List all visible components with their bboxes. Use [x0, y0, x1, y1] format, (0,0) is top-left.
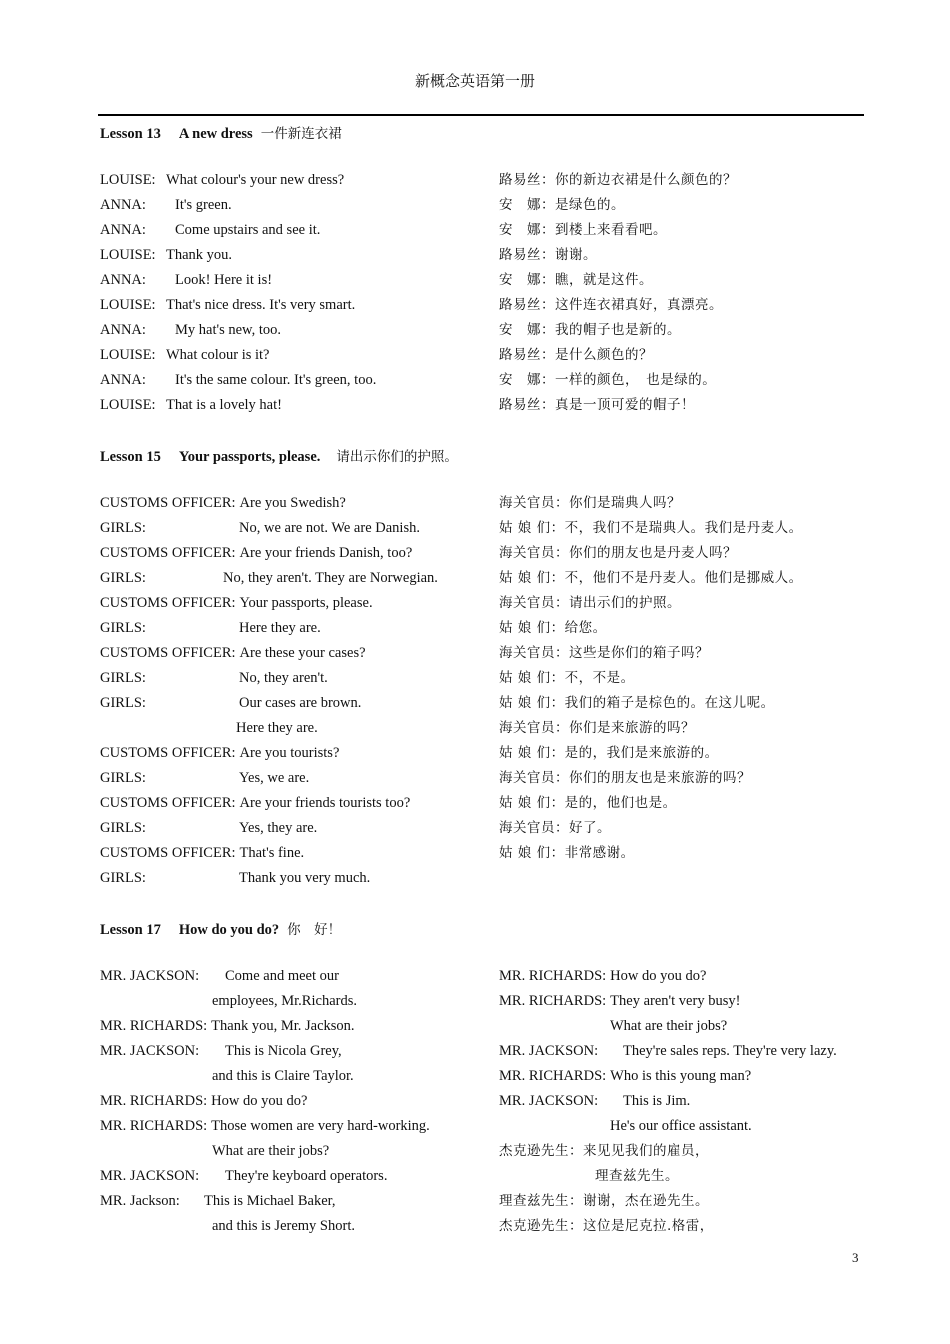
dialogue-text: Here they are.: [236, 720, 318, 736]
dialogue-line: [100, 792, 410, 814]
dialogue-text: What colour is it?: [166, 347, 270, 363]
dialogue-text: No, they aren't.: [239, 670, 328, 686]
translation-line: 姑 娘 们：我们的箱子是棕色的。在这儿呢。: [499, 695, 775, 711]
dialogue-text: It's green.: [175, 197, 232, 213]
dialogue-line: [100, 642, 366, 664]
dialogue-line: [499, 1115, 752, 1137]
dialogue-line: [100, 692, 361, 714]
lesson-15-heading: [100, 445, 458, 466]
translation-line: 理查兹先生：谢谢，杰在逊先生。: [499, 1193, 709, 1209]
dialogue-line: [499, 990, 740, 1012]
speaker-label: CUSTOMS OFFICER:: [100, 845, 236, 861]
dialogue-text: Your passports, please.: [239, 595, 373, 611]
dialogue-text: No, we are not. We are Danish.: [239, 520, 420, 536]
dialogue-text: What colour's your new dress?: [166, 172, 345, 188]
translation-line: 姑 娘 们：给您。: [499, 620, 607, 636]
dialogue-text: Are you Swedish?: [239, 495, 346, 511]
dialogue-line: [499, 1015, 727, 1037]
dialogue-line: [100, 1140, 329, 1162]
translation-line: 姑 娘 们：不，我们不是瑞典人。我们是丹麦人。: [499, 520, 803, 536]
translation-line: 杰克逊先生：来见见我们的雇员，: [499, 1143, 709, 1159]
dialogue-text: This is Jim.: [623, 1093, 691, 1109]
translation-line: 海关官员：请出示们的护照。: [499, 595, 681, 611]
dialogue-line: [100, 1215, 355, 1237]
dialogue-text: Thank you very much.: [239, 870, 371, 886]
dialogue-text: Thank you, Mr. Jackson.: [211, 1018, 355, 1034]
speaker-label: MR. Jackson:: [100, 1193, 180, 1209]
dialogue-line: [100, 1190, 336, 1212]
speaker-label: CUSTOMS OFFICER:: [100, 545, 236, 561]
dialogue-line: [100, 617, 321, 639]
dialogue-line: [100, 1090, 307, 1112]
speaker-label: GIRLS:: [100, 870, 146, 886]
translation-line: 海关官员：你们的朋友也是来旅游的吗？: [499, 770, 751, 786]
translation-line: 安 娜：是绿色的。: [499, 197, 625, 213]
dialogue-text: Yes, we are.: [239, 770, 310, 786]
dialogue-line: [100, 394, 282, 416]
dialogue-text: Come upstairs and see it.: [175, 222, 321, 238]
lesson-title: How do you do?: [178, 922, 280, 938]
dialogue-text: It's the same colour. It's green, too.: [175, 372, 377, 388]
speaker-label: ANNA:: [100, 372, 146, 388]
dialogue-line: [100, 1065, 354, 1087]
speaker-label: CUSTOMS OFFICER:: [100, 595, 236, 611]
lesson-title: A new dress: [178, 126, 253, 142]
dialogue-text: They're keyboard operators.: [225, 1168, 388, 1184]
translation-line: 路易丝：这件连衣裙真好，真漂亮。: [499, 297, 723, 313]
translation-line: 海关官员：你们的朋友也是丹麦人吗？: [499, 545, 737, 561]
speaker-label: CUSTOMS OFFICER:: [100, 645, 236, 661]
lesson-17-heading: [100, 918, 341, 939]
dialogue-line: [100, 767, 309, 789]
dialogue-line: [100, 294, 355, 316]
speaker-label: ANNA:: [100, 322, 146, 338]
speaker-label: ANNA:: [100, 222, 146, 238]
dialogue-text: Those women are very hard-working.: [211, 1118, 430, 1134]
dialogue-line: [100, 990, 357, 1012]
dialogue-line: [100, 169, 344, 191]
dialogue-line: [100, 567, 438, 589]
speaker-label: MR. RICHARDS:: [100, 1118, 208, 1134]
dialogue-line: [100, 517, 420, 539]
speaker-label: LOUISE:: [100, 397, 156, 413]
dialogue-text: He's our office assistant.: [610, 1118, 752, 1134]
speaker-label: GIRLS:: [100, 520, 146, 536]
translation-line: 姑 娘 们：是的，我们是来旅游的。: [499, 745, 719, 761]
translation-line: 海关官员：这些是你们的箱子吗？: [499, 645, 709, 661]
lesson-number: Lesson 15: [100, 449, 161, 465]
speaker-label: MR. JACKSON:: [100, 968, 200, 984]
translation-line: 姑 娘 们：非常感谢。: [499, 845, 635, 861]
speaker-label: CUSTOMS OFFICER:: [100, 795, 236, 811]
speaker-label: MR. JACKSON:: [100, 1043, 200, 1059]
dialogue-line: [100, 1015, 355, 1037]
speaker-label: LOUISE:: [100, 172, 156, 188]
dialogue-text: No, they aren't. They are Norwegian.: [223, 570, 438, 586]
dialogue-text: They aren't very busy!: [610, 993, 741, 1009]
dialogue-text: They're sales reps. They're very lazy.: [623, 1043, 837, 1059]
dialogue-text: Look! Here it is!: [175, 272, 273, 288]
speaker-label: MR. RICHARDS:: [499, 993, 607, 1009]
dialogue-line: [499, 1065, 751, 1087]
dialogue-text: My hat's new, too.: [175, 322, 281, 338]
speaker-label: MR. JACKSON:: [499, 1093, 599, 1109]
dialogue-text: Come and meet our: [225, 968, 339, 984]
dialogue-line: [100, 667, 328, 689]
dialogue-line: [100, 492, 346, 514]
translation-line: 理查兹先生。: [595, 1168, 679, 1184]
dialogue-text: employees, Mr.Richards.: [212, 993, 357, 1009]
dialogue-text: and this is Jeremy Short.: [212, 1218, 355, 1234]
translation-line: 路易丝：真是一顶可爱的帽子！: [499, 397, 695, 413]
dialogue-text: That's nice dress. It's very smart.: [166, 297, 356, 313]
translation-line: 海关官员：你们是来旅游的吗？: [499, 720, 695, 736]
translation-line: 安 娜：一样的颜色， 也是绿的。: [499, 372, 717, 388]
dialogue-line: [100, 219, 320, 241]
dialogue-line: [100, 194, 232, 216]
dialogue-line: [100, 842, 304, 864]
dialogue-line: [100, 344, 269, 366]
speaker-label: GIRLS:: [100, 820, 146, 836]
lesson-title: Your passports, please.: [178, 449, 321, 465]
dialogue-text: Yes, they are.: [239, 820, 318, 836]
dialogue-line: [499, 1040, 837, 1062]
dialogue-text: How do you do?: [610, 968, 707, 984]
speaker-label: LOUISE:: [100, 347, 156, 363]
translation-line: 海关官员：你们是瑞典人吗？: [499, 495, 681, 511]
translation-line: 姑 娘 们：是的，他们也是。: [499, 795, 677, 811]
dialogue-line: [499, 1090, 690, 1112]
lesson-title-cn: 请出示你们的护照。: [336, 449, 458, 465]
dialogue-line: [100, 244, 232, 266]
dialogue-text: Thank you.: [166, 247, 233, 263]
speaker-label: GIRLS:: [100, 620, 146, 636]
dialogue-text: That is a lovely hat!: [166, 397, 282, 413]
dialogue-text: Our cases are brown.: [239, 695, 362, 711]
dialogue-text: Here they are.: [239, 620, 321, 636]
dialogue-line: [100, 1040, 342, 1062]
dialogue-line: [100, 369, 376, 391]
speaker-label: ANNA:: [100, 272, 146, 288]
speaker-label: CUSTOMS OFFICER:: [100, 495, 236, 511]
lesson-number: Lesson 13: [100, 126, 161, 142]
dialogue-line: [100, 965, 339, 987]
dialogue-text: That's fine.: [239, 845, 305, 861]
dialogue-line: [100, 269, 272, 291]
page-number: 3: [852, 1250, 859, 1265]
dialogue-text: How do you do?: [211, 1093, 308, 1109]
translation-line: 安 娜：瞧，就是这件。: [499, 272, 653, 288]
dialogue-line: [100, 1115, 430, 1137]
dialogue-text: What are their jobs?: [610, 1018, 728, 1034]
dialogue-text: Are your friends tourists too?: [239, 795, 411, 811]
lesson-13-heading: [100, 122, 342, 143]
dialogue-line: [100, 1165, 387, 1187]
translation-line: 安 娜：到楼上来看看吧。: [499, 222, 667, 238]
translation-line: 姑 娘 们：不，他们不是丹麦人。他们是挪威人。: [499, 570, 803, 586]
lesson-number: Lesson 17: [100, 922, 161, 938]
translation-line: 杰克逊先生：这位是尼克拉.格雷，: [499, 1218, 714, 1234]
dialogue-text: Are you tourists?: [239, 745, 340, 761]
dialogue-text: This is Michael Baker,: [204, 1193, 336, 1209]
dialogue-text: Are these your cases?: [239, 645, 366, 661]
header-rule: [98, 114, 864, 116]
translation-line: 姑 娘 们：不，不是。: [499, 670, 635, 686]
dialogue-text: This is Nicola Grey,: [225, 1043, 342, 1059]
speaker-label: ANNA:: [100, 197, 146, 213]
dialogue-line: [100, 542, 412, 564]
dialogue-line: [100, 867, 370, 889]
dialogue-text: Are your friends Danish, too?: [239, 545, 413, 561]
speaker-label: MR. RICHARDS:: [499, 1068, 607, 1084]
speaker-label: CUSTOMS OFFICER:: [100, 745, 236, 761]
dialogue-line: [100, 592, 373, 614]
translation-line: 路易丝：你的新边衣裙是什么颜色的？: [499, 172, 737, 188]
dialogue-text: What are their jobs?: [212, 1143, 330, 1159]
translation-line: 安 娜：我的帽子也是新的。: [499, 322, 681, 338]
dialogue-line: [499, 965, 706, 987]
speaker-label: LOUISE:: [100, 297, 156, 313]
speaker-label: GIRLS:: [100, 670, 146, 686]
speaker-label: MR. JACKSON:: [499, 1043, 599, 1059]
translation-line: 路易丝：是什么颜色的？: [499, 347, 653, 363]
page-header-title: 新概念英语第一册: [414, 72, 535, 90]
speaker-label: GIRLS:: [100, 570, 146, 586]
dialogue-line: [100, 319, 281, 341]
speaker-label: MR. RICHARDS:: [499, 968, 607, 984]
translation-line: 海关官员：好了。: [499, 820, 611, 836]
speaker-label: MR. RICHARDS:: [100, 1018, 208, 1034]
dialogue-text: Who is this young man?: [610, 1068, 752, 1084]
speaker-label: MR. JACKSON:: [100, 1168, 200, 1184]
dialogue-line: [100, 742, 339, 764]
translation-line: 路易丝：谢谢。: [499, 247, 597, 263]
dialogue-text: and this is Claire Taylor.: [212, 1068, 354, 1084]
speaker-label: GIRLS:: [100, 770, 146, 786]
lesson-title-cn: 你 好！: [287, 922, 342, 938]
dialogue-line: [100, 717, 318, 739]
dialogue-line: [100, 817, 317, 839]
lesson-title-cn: 一件新连衣裙: [260, 126, 342, 142]
speaker-label: GIRLS:: [100, 695, 146, 711]
speaker-label: LOUISE:: [100, 247, 156, 263]
speaker-label: MR. RICHARDS:: [100, 1093, 208, 1109]
